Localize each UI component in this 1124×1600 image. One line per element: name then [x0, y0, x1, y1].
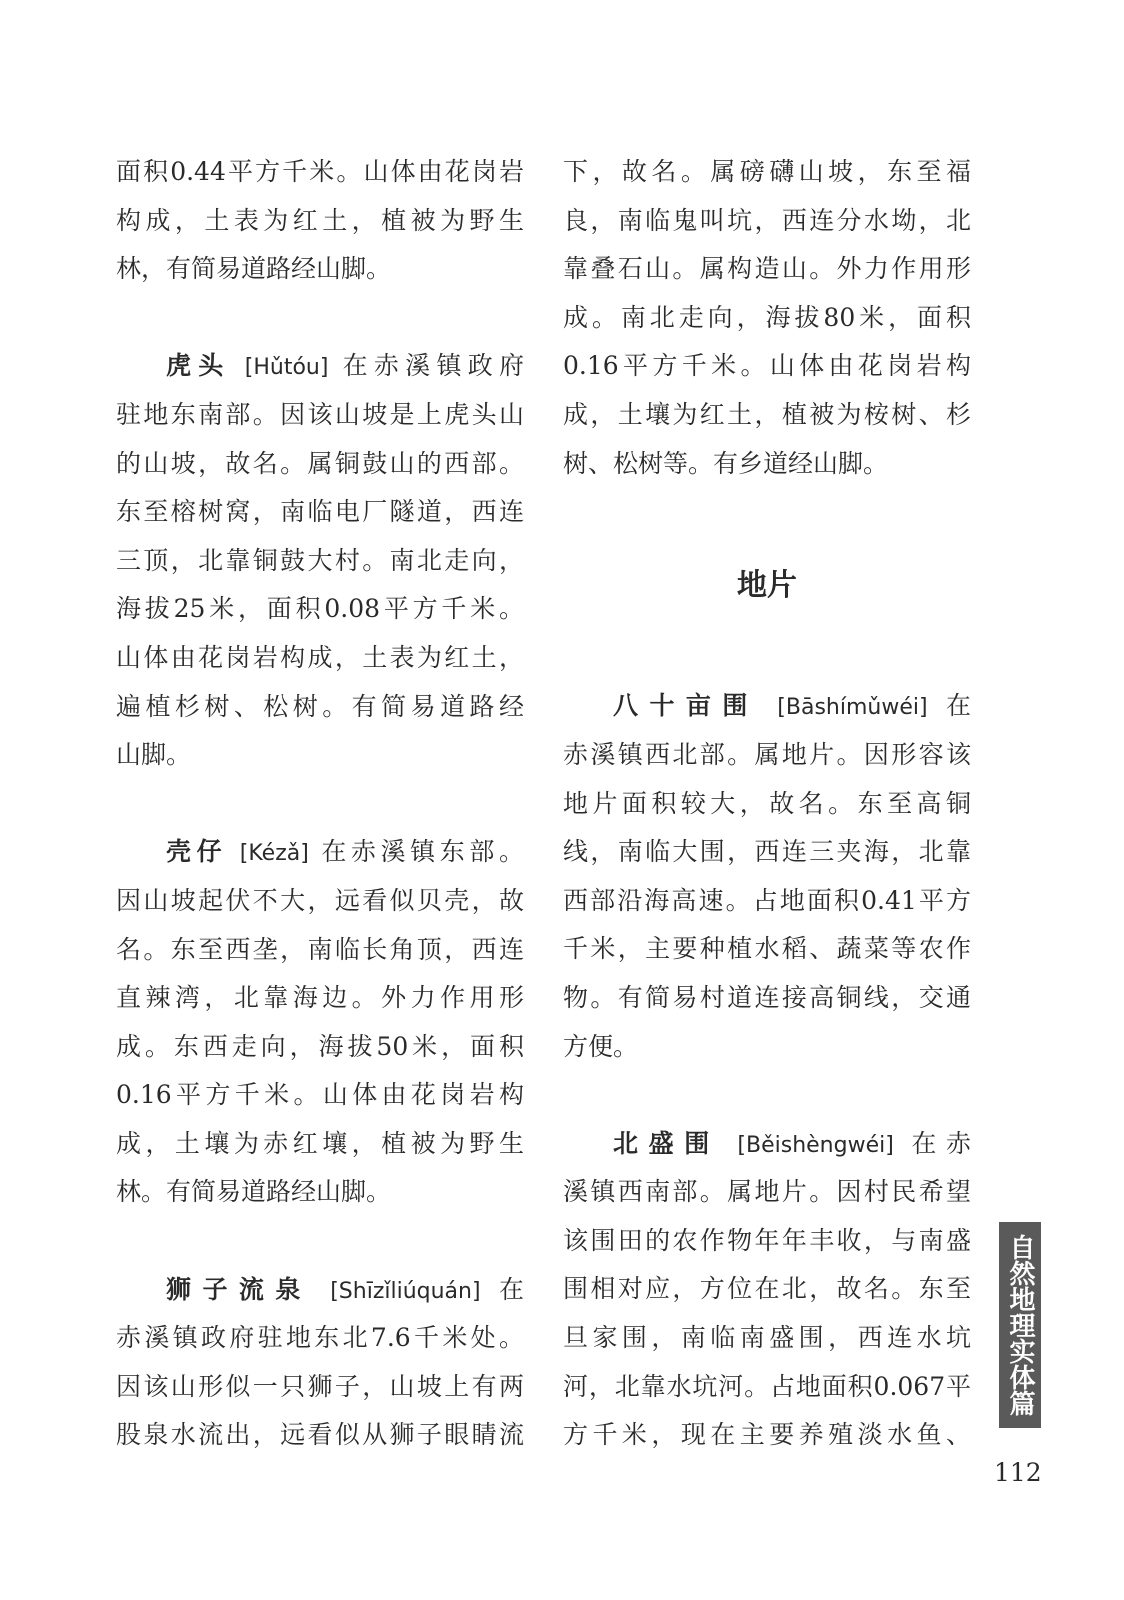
paragraph-gap [563, 488, 971, 537]
text-line: 围相对应，方位在北，故名。东至 [563, 1274, 971, 1304]
entry-heading-line [563, 1120, 971, 1169]
entry-term: 壳仔 [166, 837, 228, 867]
chapter-side-tab: 自然地理实体篇 [999, 1222, 1041, 1428]
text-line: 因山坡起伏不大，远看似贝壳，故 [116, 885, 524, 915]
text-line: 方便。 [563, 1031, 639, 1061]
text-line: 旦家围，南临南盛围，西连水坑 [563, 1323, 971, 1353]
text-line: 因该山形似一只狮子，山坡上有两 [116, 1371, 524, 1401]
page-number: 112 [994, 1458, 1042, 1487]
text-line: 千米，主要种植水稻、蔬菜等农作 [563, 934, 971, 964]
entry-text: 在 [498, 1274, 524, 1304]
entry-term: 北盛围 [613, 1128, 720, 1158]
text-line: 河，北靠水坑河。占地面积0.067平 [563, 1371, 971, 1401]
entry-text: 在赤溪镇东部。 [321, 837, 524, 867]
text-line: 成。南北走向，海拔80米，面积 [563, 302, 971, 332]
text-line: 林，有简易道路经山脚。 [116, 254, 392, 284]
text-line: 成。东西走向，海拔50米，面积 [116, 1031, 524, 1061]
entry-pinyin: [Hǔtóu] [244, 355, 329, 381]
left-column [116, 148, 524, 1460]
text-line: 溪镇西南部。属地片。因村民希望 [563, 1177, 971, 1207]
text-line: 名。东至西垄，南临长角顶，西连 [116, 934, 524, 964]
text-line: 海拔25米，面积0.08平方千米。 [116, 594, 524, 624]
text-line: 直辣湾，北靠海边。外力作用形 [116, 983, 524, 1013]
text-line: 构成，土表为红土，植被为野生 [116, 205, 524, 235]
right-column [563, 148, 971, 1460]
entry-text: 在 [945, 691, 971, 721]
text-line: 该围田的农作物年年丰收，与南盛 [563, 1225, 971, 1255]
entry-term: 虎头 [166, 351, 231, 381]
text-line: 成，土壤为红土，植被为桉树、杉 [563, 399, 971, 429]
entry-text: 在赤溪镇政府 [342, 351, 524, 381]
text-line: 股泉水流出，远看似从狮子眼睛流 [116, 1420, 524, 1450]
text-line: 线，南临大围，西连三夹海，北靠 [563, 837, 971, 867]
entry-heading-line [116, 342, 524, 391]
text-line: 山体由花岗岩构成，土表为红土， [116, 642, 524, 672]
text-line: 靠叠石山。属构造山。外力作用形 [563, 254, 971, 284]
text-line: 的山坡，故名。属铜鼓山的西部。 [116, 448, 524, 478]
entry-heading-line [563, 682, 971, 731]
paragraph-gap [116, 1217, 524, 1266]
entry-term: 八十亩围 [613, 691, 759, 721]
text-line: 地片面积较大，故名。东至高铜 [563, 788, 971, 818]
text-line: 0.16平方千米。山体由花岗岩构 [563, 351, 971, 381]
entry-heading-line [116, 1266, 524, 1315]
paragraph-gap [563, 1071, 971, 1120]
entry-heading-line [116, 828, 524, 877]
section-title: 地片 [737, 567, 797, 603]
entry-pinyin: [Běishèngwéi] [737, 1132, 894, 1158]
text-line: 0.16平方千米。山体由花岗岩构 [116, 1080, 524, 1110]
entry-pinyin: [Kézǎ] [239, 841, 309, 867]
text-line: 物。有简易村道连接高铜线，交通 [563, 982, 971, 1012]
entry-pinyin: [Bāshímǔwéi] [777, 695, 928, 721]
text-line: 赤溪镇政府驻地东北7.6千米处。 [116, 1323, 524, 1353]
text-line: 方千米，现在主要养殖淡水鱼、 [563, 1420, 971, 1450]
paragraph-gap [116, 780, 524, 829]
text-line: 西部沿海高速。占地面积0.41平方 [563, 885, 971, 915]
text-line: 赤溪镇西北部。属地片。因形容该 [563, 739, 971, 769]
entry-pinyin: [Shīzǐliúquán] [330, 1278, 481, 1304]
entry-term: 狮子流泉 [166, 1274, 312, 1304]
paragraph-gap [563, 634, 971, 683]
text-line: 驻地东南部。因该山坡是上虎头山 [116, 399, 524, 429]
text-line: 东至榕树窝，南临电厂隧道，西连 [116, 497, 524, 527]
paragraph-gap [116, 294, 524, 343]
text-line: 下，故名。属磅礴山坡，东至福 [563, 157, 971, 186]
text-line: 面积0.44平方千米。山体由花岗岩 [116, 157, 524, 186]
text-line: 遍植杉树、松树。有简易道路经 [116, 691, 524, 721]
text-line: 三顶，北靠铜鼓大村。南北走向， [116, 545, 524, 575]
text-line: 林。有简易道路经山脚。 [116, 1177, 392, 1207]
text-line: 良，南临鬼叫坑，西连分水坳，北 [563, 205, 971, 235]
text-line: 树、松树等。有乡道经山脚。 [563, 448, 889, 478]
text-line: 成，土壤为赤红壤，植被为野生 [116, 1128, 524, 1158]
entry-text: 在赤 [911, 1128, 971, 1158]
text-line: 山脚。 [116, 740, 192, 770]
